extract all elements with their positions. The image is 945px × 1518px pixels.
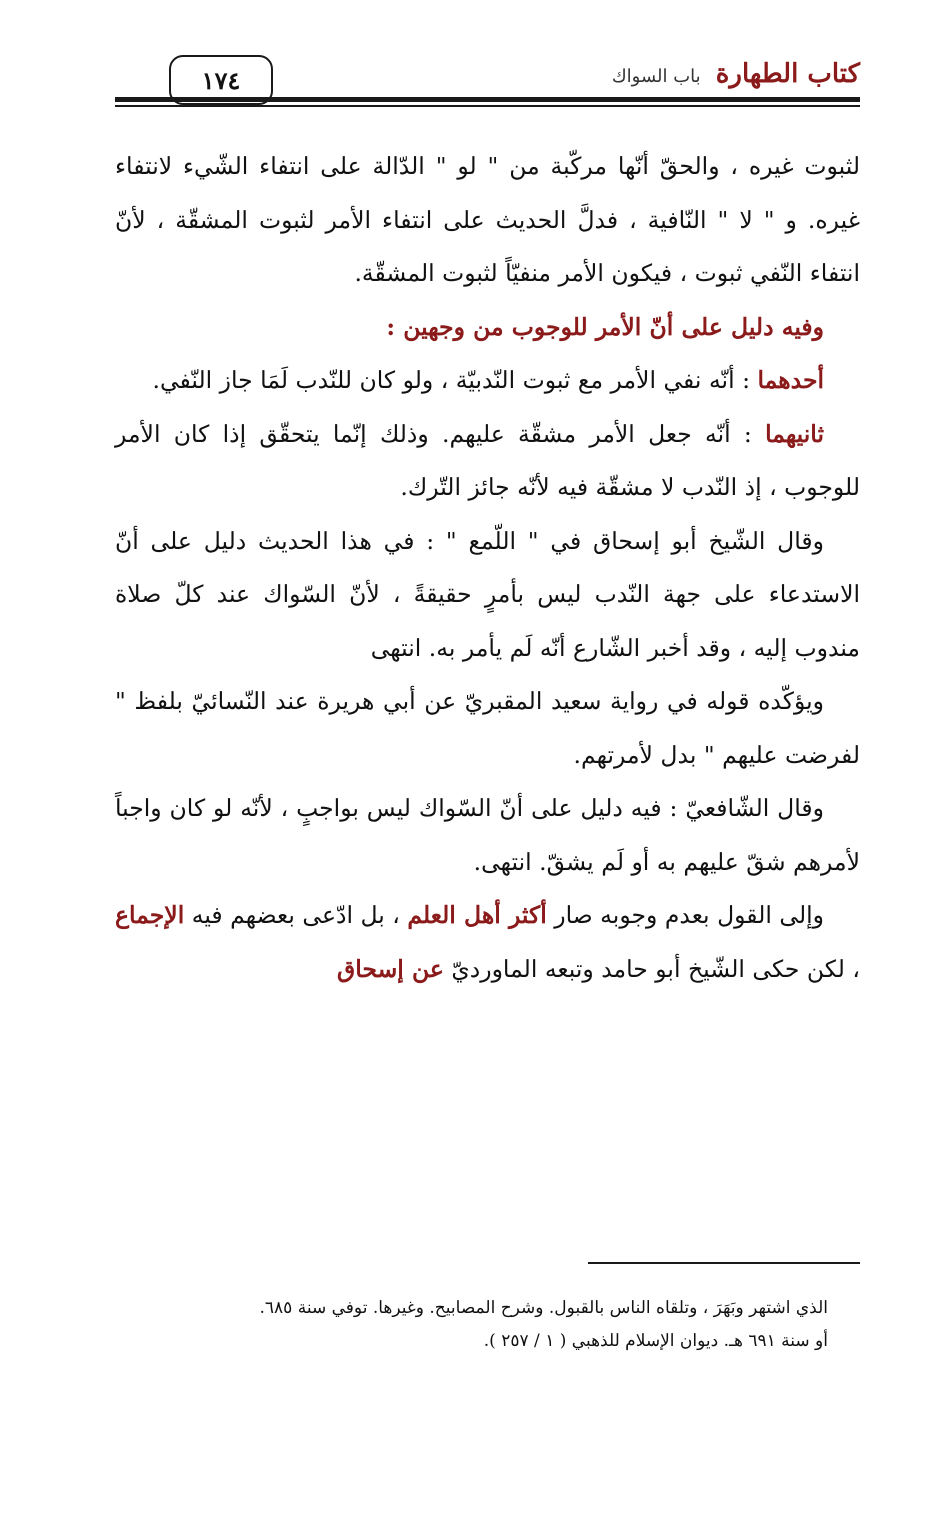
paragraph-7 bbox=[115, 889, 860, 996]
first-point-label: أحدهما bbox=[757, 366, 824, 394]
second-point-text: : أنّه جعل الأمر مشقّة عليهم. وذلك إنّما يتحقّق إذا كان الأمر للوجوب ، إذ النّدب لا مشقّة فيه لأنّه جائز التّرك. bbox=[115, 419, 860, 501]
second-point-label: ثانيهما bbox=[765, 419, 824, 448]
footnote-line-2: أو سنة ٦٩١ هـ. ديوان الإسلام للذهبي ( ١ / ٢٥٧ ). bbox=[483, 1331, 828, 1351]
paragraph-1: لثبوت غيره ، والحقّ أنّها مركّبة من " لو " الدّالة على انتفاء الشّيء لانتفاء غيره. و " لا " النّافية ، فدلَّ الحديث على انتفاء الأمر لثبوت المشقّة ، لأنّ انتفاء النّفي ثبوت ، فيكون الأمر منفيّاً لثبوت المشقّة. bbox=[115, 152, 860, 287]
paragraph-5: ويؤكّده قوله في رواية سعيد المقبريّ عن أبي هريرة عند النّسائيّ بلفظ " لفرضت عليهم " بدل لأمرتهم. bbox=[115, 687, 860, 769]
paragraph-6: وقال الشّافعيّ : فيه دليل على أنّ السّواك ليس بواجبٍ ، لأنّه لو كان واجباً لأمرهم شقّ عليهم به أو لَم يشقّ. انتهى. bbox=[115, 794, 860, 876]
first-point-text: : أنّه نفي الأمر مع ثبوت النّدبيّة ، ولو كان للنّدب لَمَا جاز النّفي. bbox=[152, 366, 758, 394]
page-header bbox=[115, 55, 860, 115]
p7-highlight-2: الإجماع bbox=[115, 901, 185, 929]
p7-text-b: ، بل ادّعى بعضهم فيه bbox=[184, 901, 408, 929]
paragraph-2 bbox=[115, 354, 860, 408]
footnote-separator bbox=[588, 1262, 860, 1264]
page-number: ١٧٤ bbox=[169, 55, 273, 105]
running-head bbox=[612, 59, 860, 89]
paragraph-4: وقال الشّيخ أبو إسحاق في " اللّمع " : في هذا الحديث دليل على أنّ الاستدعاء على جهة النّدب ليس بأمرٍ حقيقةً ، لأنّ السّواك عند كلّ صلاة مندوب إليه ، وقد أخبر الشّارع أنّه لَم يأمر به. انتهى bbox=[115, 526, 860, 662]
section-heading: وفيه دليل على أنّ الأمر للوجوب من وجهين : bbox=[386, 312, 824, 341]
paragraph-3 bbox=[115, 408, 860, 515]
p7-text-c: ، لكن حكى الشّيخ أبو حامد وتبعه الماورديّ bbox=[443, 954, 860, 983]
book-title: كتاب الطهارة bbox=[715, 59, 860, 89]
main-text bbox=[115, 140, 860, 996]
chapter-title: باب السواك bbox=[611, 66, 701, 87]
p7-highlight-1: أكثر أهل العلم bbox=[407, 901, 547, 929]
footnote-line-1: الذي اشتهر وبَهَرَ ، وتلقاه الناس بالقبول. وشرح المصابيح. وغيرها. توفي سنة ٦٨٥. bbox=[259, 1298, 828, 1318]
p7-text-a: وإلى القول بعدم وجوبه صار bbox=[546, 901, 824, 929]
header-rule-thin bbox=[115, 105, 860, 107]
p7-highlight-3: عن إسحاق bbox=[337, 954, 444, 983]
header-rule-thick bbox=[115, 97, 860, 102]
footnote bbox=[115, 1292, 828, 1358]
